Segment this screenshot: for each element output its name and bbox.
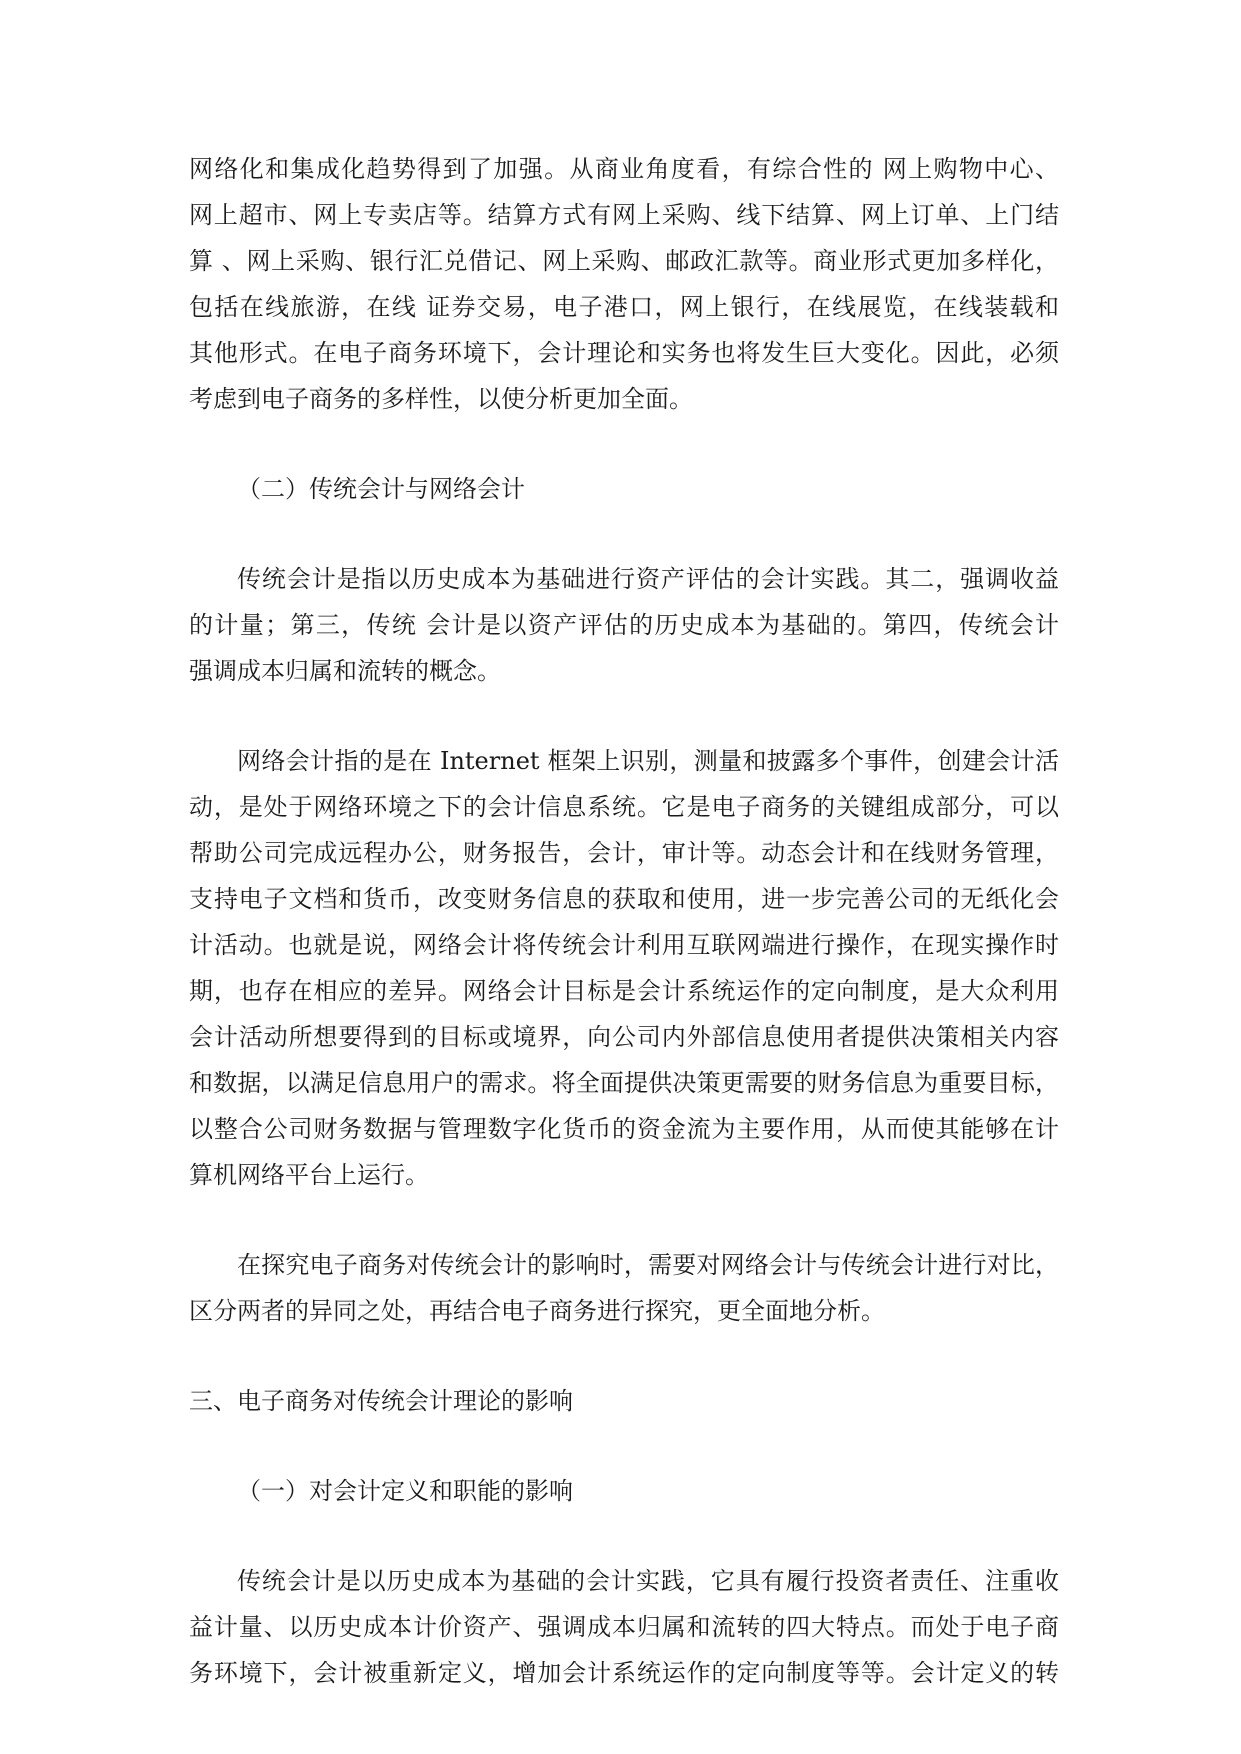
text-line: 传统会计是以历史成本为基础的会计实践，它具有履行投资者责任、注重收 xyxy=(237,1567,1059,1595)
text-line: 在探究电子商务对传统会计的影响时，需要对网络会计与传统会计进行对比， xyxy=(237,1251,1059,1279)
text-line: 动，是处于网络环境之下的会计信息系统。它是电子商务的关键组成部分，可以 xyxy=(189,793,1059,821)
text-line: 网络会计指的是在 Internet 框架上识别，测量和披露多个事件，创建会计活 xyxy=(237,747,1059,775)
text-line: 网上超市、网上专卖店等。结算方式有网上采购、线下结算、网上订单、上门结 xyxy=(189,201,1059,229)
text-line: 计活动。也就是说，网络会计将传统会计利用互联网端进行操作，在现实操作时 xyxy=(189,931,1059,959)
text-line: 算机网络平台上运行。 xyxy=(189,1161,429,1189)
text-line: 帮助公司完成远程办公，财务报告，会计，审计等。动态会计和在线财务管理， xyxy=(189,839,1059,867)
paragraph-traditional-accounting xyxy=(189,556,1059,694)
text-line: 强调成本归属和流转的概念。 xyxy=(189,657,501,685)
text-line: 包括在线旅游，在线 证券交易，电子港口，网上银行，在线展览，在线装载和 xyxy=(189,293,1059,321)
paragraph-comparison xyxy=(189,1242,1059,1334)
document-body xyxy=(189,146,1059,1696)
paragraph-definition-change xyxy=(189,1558,1059,1696)
text-line: 传统会计是指以历史成本为基础进行资产评估的会计实践。其二，强调收益 xyxy=(237,565,1059,593)
paragraph-gap xyxy=(189,694,1059,738)
paragraph-gap xyxy=(189,422,1059,466)
paragraph-gap xyxy=(189,1424,1059,1468)
paragraph-network-accounting xyxy=(189,738,1059,1198)
text-line: 以整合公司财务数据与管理数字化货币的资金流为主要作用，从而使其能够在计 xyxy=(189,1115,1059,1143)
text-line: 期，也存在相应的差异。网络会计目标是会计系统运作的定向制度，是大众利用 xyxy=(189,977,1059,1005)
paragraph-gap xyxy=(189,1514,1059,1558)
text-line: 网络化和集成化趋势得到了加强。从商业角度看，有综合性的 网上购物中心、 xyxy=(189,155,1059,183)
text-line: 务环境下，会计被重新定义，增加会计系统运作的定向制度等等。会计定义的转 xyxy=(189,1659,1059,1687)
paragraph-ecommerce-forms xyxy=(189,146,1059,422)
text-line: 算 、网上采购、银行汇兑借记、网上采购、邮政汇款等。商业形式更加多样化， xyxy=(189,247,1059,275)
text-line: 益计量、以历史成本计价资产、强调成本归属和流转的四大特点。而处于电子商 xyxy=(189,1613,1059,1641)
text-line: 和数据，以满足信息用户的需求。将全面提供决策更需要的财务信息为重要目标， xyxy=(189,1069,1059,1097)
section-heading-traditional-vs-network: （二）传统会计与网络会计 xyxy=(237,475,525,503)
paragraph-gap xyxy=(189,1198,1059,1242)
text-line: 区分两者的异同之处，再结合电子商务进行探究，更全面地分析。 xyxy=(189,1297,885,1325)
text-line: 支持电子文档和货币，改变财务信息的获取和使用，进一步完善公司的无纸化会 xyxy=(189,885,1059,913)
text-line: 其他形式。在电子商务环境下，会计理论和实务也将发生巨大变化。因此，必须 xyxy=(189,339,1059,367)
paragraph-gap xyxy=(189,1334,1059,1378)
section-heading-impact-on-theory: 三、电子商务对传统会计理论的影响 xyxy=(189,1387,573,1415)
subsection-heading-definition-functions: （一）对会计定义和职能的影响 xyxy=(237,1477,573,1505)
paragraph-gap xyxy=(189,512,1059,556)
text-line: 会计活动所想要得到的目标或境界，向公司内外部信息使用者提供决策相关内容 xyxy=(189,1023,1059,1051)
text-line: 考虑到电子商务的多样性，以使分析更加全面。 xyxy=(189,385,693,413)
text-line: 的计量；第三，传统 会计是以资产评估的历史成本为基础的。第四，传统会计 xyxy=(189,611,1059,639)
